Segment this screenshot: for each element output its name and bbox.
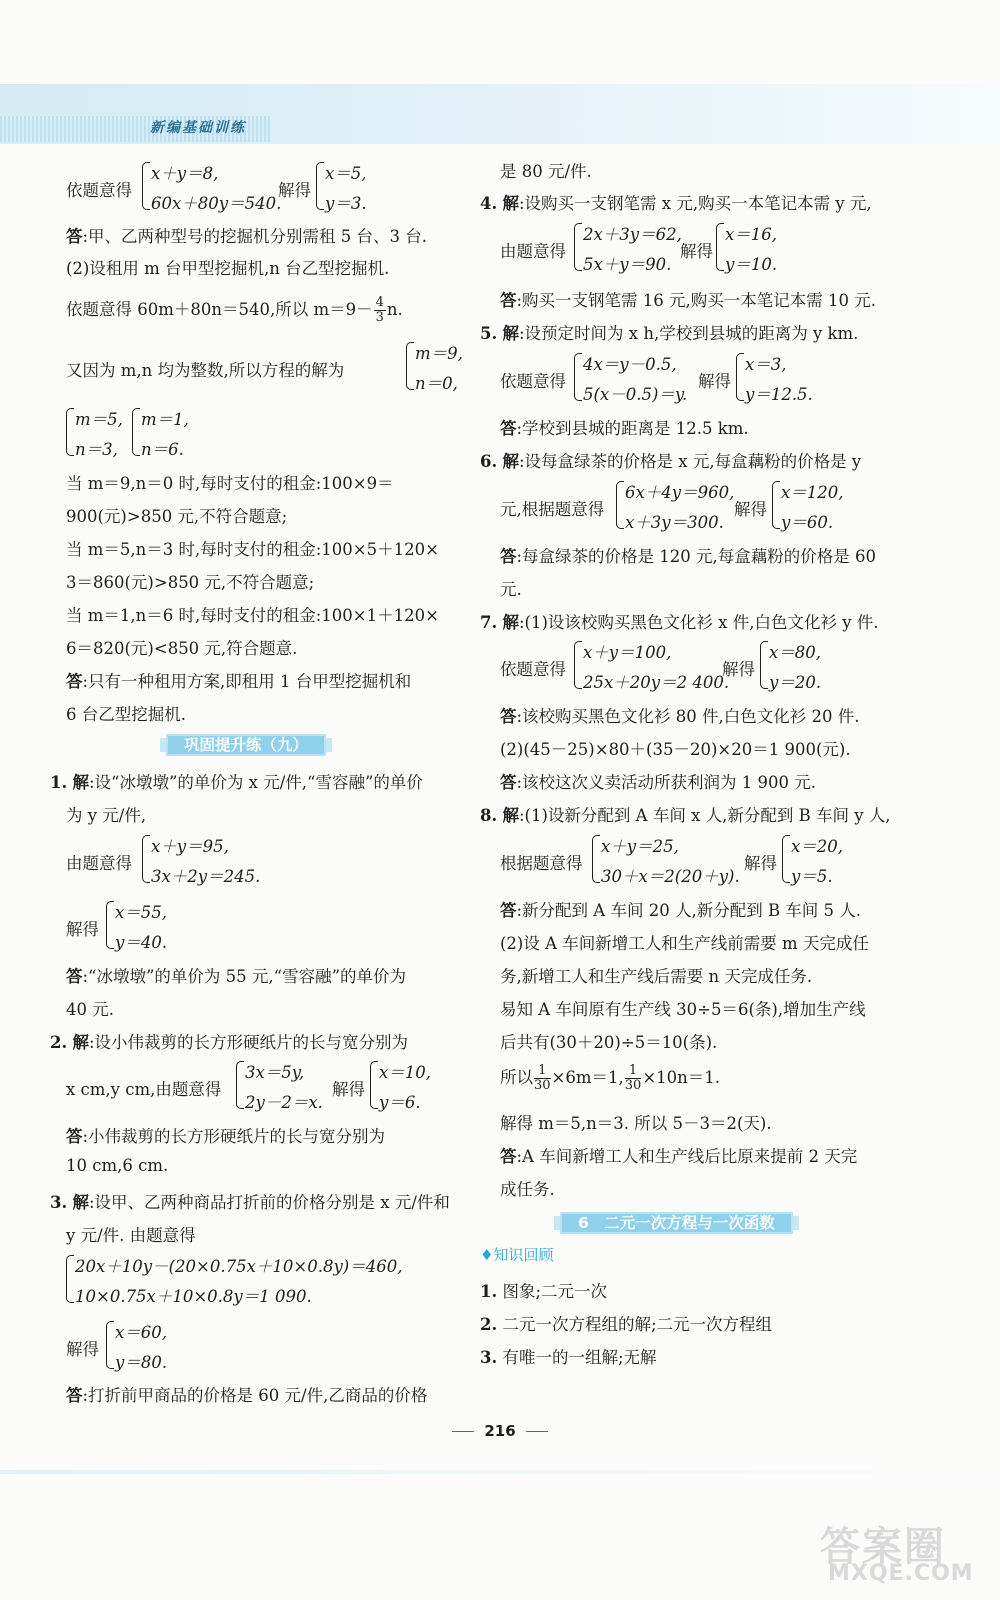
text-line: 依题意得 [66, 181, 132, 200]
text-line: 根据题意得 [500, 854, 583, 873]
answer-line: 答:新分配到 A 车间 20 人,新分配到 B 车间 5 人. [500, 901, 862, 920]
equation: x＝60, [115, 1323, 168, 1342]
text-line: 解得 [66, 920, 99, 939]
brace [616, 481, 624, 529]
text-line: 当 m＝5,n＝3 时,每时支付的租金:100×5＋120× [66, 540, 439, 559]
equation: m＝5, [75, 410, 123, 429]
text-line: 务,新增工人和生产线后需要 n 天完成任务. [500, 967, 813, 986]
answer-line: 答:小伟裁剪的长方形硬纸片的长与宽分别为 [66, 1127, 386, 1146]
watermark [790, 1515, 990, 1590]
question-line: 1. 解:设“冰墩墩”的单价为 x 元/件,“雪容融”的单价 [50, 773, 423, 792]
equation: 60x＋80y＝540. [151, 194, 282, 213]
answer-line: 答:打折前甲商品的价格是 60 元/件,乙商品的价格 [66, 1386, 428, 1405]
brace [406, 342, 414, 390]
text-line: 解得 m＝5,n＝3. 所以 5－3＝2(天). [500, 1114, 772, 1133]
text-line: 解得 [734, 500, 767, 519]
text-line: 40 元. [66, 1000, 114, 1019]
watermark-text: 答案圈 [820, 1524, 946, 1570]
text-line: 元,根据题意得 [500, 500, 605, 519]
text-line: 由题意得 [500, 242, 566, 261]
knowledge-review-heading: ♦知识回顾 [480, 1246, 554, 1264]
list-item: 3. 有唯一的一组解;无解 [480, 1348, 657, 1367]
text-line: 后共有(30＋20)÷5＝10(条). [500, 1033, 718, 1052]
list-item: 2. 二元一次方程组的解;二元一次方程组 [480, 1315, 773, 1334]
equation: 25x＋20y＝2 400. [583, 673, 730, 692]
text-line: 为 y 元/件, [66, 806, 147, 825]
brace [316, 162, 324, 210]
equation: m＝1, [141, 410, 189, 429]
brace [592, 835, 600, 883]
brace [574, 353, 582, 401]
answer-line: 答:每盒绿茶的价格是 120 元,每盒藕粉的价格是 60 [500, 547, 877, 566]
text-line: 易知 A 车间原有生产线 30÷5＝6(条),增加生产线 [500, 1000, 866, 1019]
text-line: 6＝820(元)<850 元,符合题意. [66, 639, 298, 658]
equation: 5x＋y＝90. [583, 255, 672, 274]
equation: 6x＋4y＝960, [625, 483, 735, 502]
equation: y＝10. [725, 255, 778, 274]
brace [736, 353, 744, 401]
text-line: (2)(45－25)×80＋(35－20)×20＝1 900(元). [500, 740, 851, 759]
equation: x＋y＝100, [583, 643, 672, 662]
equation: 10×0.75x＋10×0.8y＝1 090. [75, 1287, 312, 1306]
section-title: 巩固提升练（九） [166, 734, 326, 756]
equation: x＝3, [745, 355, 787, 374]
answer-line: 答:只有一种租用方案,即租用 1 台甲型挖掘机和 [66, 672, 412, 691]
equation: 2x＋3y＝62, [583, 225, 682, 244]
equation: y＝40. [115, 933, 168, 952]
equation: n＝3, [75, 440, 118, 459]
text-line: x cm,y cm,由题意得 [66, 1080, 222, 1099]
brace [760, 641, 768, 689]
page-number: 216 [0, 1422, 1000, 1440]
equation: x＋y＝8, [151, 164, 219, 183]
brace [574, 641, 582, 689]
answer-line: 答:“冰墩墩”的单价为 55 元,“雪容融”的单价为 [66, 967, 407, 986]
text-line: 依题意得 [500, 372, 566, 391]
equation: x＝10, [379, 1063, 432, 1082]
brace [106, 1321, 114, 1369]
brace [142, 162, 150, 210]
text-line: 解得 [698, 372, 731, 391]
brace [66, 408, 74, 456]
equation: x＝20, [791, 837, 844, 856]
answer-line: 答:该校购买黑色文化衫 80 件,白色文化衫 20 件. [500, 707, 860, 726]
question-line: 4. 解:设购买一支钢笔需 x 元,购买一本笔记本需 y 元, [480, 194, 872, 213]
brace [132, 408, 140, 456]
equation: x＝5, [325, 164, 367, 183]
answer-line: 答:A 车间新增工人和生产线后比原来提前 2 天完 [500, 1147, 858, 1166]
text-line: 解得 [722, 660, 755, 679]
equation: y＝3. [325, 194, 367, 213]
equation: 3x＝5y, [245, 1063, 305, 1082]
list-item: 1. 图象;二元一次 [480, 1282, 608, 1301]
text-line: 6 台乙型挖掘机. [66, 705, 186, 724]
question-line: 2. 解:设小伟裁剪的长方形硬纸片的长与宽分别为 [50, 1033, 409, 1052]
text-line: 当 m＝1,n＝6 时,每时支付的租金:100×1＋120× [66, 606, 439, 625]
equation: y＝6. [379, 1093, 421, 1112]
text-line: 由题意得 [66, 854, 132, 873]
brace [106, 901, 114, 949]
text-line: (2)设租用 m 台甲型挖掘机,n 台乙型挖掘机. [66, 259, 390, 278]
equation: 3x＋2y＝245. [151, 867, 261, 886]
equation: n＝0, [415, 374, 458, 393]
brace [782, 835, 790, 883]
question-line: 3. 解:设甲、乙两种商品打折前的价格分别是 x 元/件和 [50, 1193, 450, 1212]
text-line: 成任务. [500, 1180, 555, 1199]
text-line: 3＝860(元)>850 元,不符合题意; [66, 573, 315, 592]
equation: x＝120, [781, 483, 844, 502]
text-line: 解得 [332, 1080, 365, 1099]
equation: 4x＝y－0.5, [583, 355, 677, 374]
header-title: 新编基础训练 [150, 120, 246, 136]
text-line: 元. [500, 580, 522, 599]
equation: m＝9, [415, 344, 463, 363]
brace [716, 223, 724, 271]
equation: 2y－2＝x. [245, 1093, 323, 1112]
brace [236, 1061, 244, 1109]
answer-line: 答:该校这次义卖活动所获利润为 1 900 元. [500, 773, 817, 792]
brace [370, 1061, 378, 1109]
brace [574, 223, 582, 271]
equation: n＝6. [141, 440, 184, 459]
brace [772, 481, 780, 529]
answer-line: 答:甲、乙两种型号的挖掘机分别需租 5 台、3 台. [66, 227, 428, 246]
text-line: 依题意得 [500, 660, 566, 679]
equation: x＝55, [115, 903, 168, 922]
text-line: 是 80 元/件. [500, 162, 592, 181]
section-title: 6 二元一次方程与一次函数 [560, 1212, 793, 1234]
question-line: 8. 解:(1)设新分配到 A 车间 x 人,新分配到 B 车间 y 人, [480, 806, 891, 825]
text-line: (2)设 A 车间新增工人和生产线前需要 m 天完成任 [500, 934, 869, 953]
equation: 5(x－0.5)＝y. [583, 385, 688, 404]
text-line: 所以 $\frac{1}{30}$ ×6m＝1, $\frac{1}{30}$ ×10n＝1. [500, 1063, 721, 1093]
equation: x＋y＝95, [151, 837, 229, 856]
watermark-url: MXQE.COM [828, 1561, 974, 1586]
equation: 30＋x＝2(20＋y). [601, 867, 740, 886]
text-line: y 元/件. 由题意得 [66, 1226, 196, 1245]
equation: y＝12.5. [745, 385, 813, 404]
question-line: 5. 解:设预定时间为 x h,学校到县城的距离为 y km. [480, 324, 859, 343]
question-line: 7. 解:(1)设该校购买黑色文化衫 x 件,白色文化衫 y 件. [480, 613, 879, 632]
text-line: 解得 [278, 181, 311, 200]
text-line: 解得 [680, 242, 713, 261]
equation: y＝60. [781, 513, 834, 532]
equation: x＝16, [725, 225, 778, 244]
equation: x＋3y＝300. [625, 513, 724, 532]
text-line: 解得 [744, 854, 777, 873]
answer-line: 答:购买一支钢笔需 16 元,购买一本笔记本需 10 元. [500, 291, 877, 310]
equation: x＝80, [769, 643, 822, 662]
text-line: 900(元)>850 元,不符合题意; [66, 507, 288, 526]
equation: y＝20. [769, 673, 822, 692]
text-line: 当 m＝9,n＝0 时,每时支付的租金:100×9＝ [66, 474, 394, 493]
question-line: 6. 解:设每盒绿茶的价格是 x 元,每盒藕粉的价格是 y [480, 452, 862, 471]
text-line: 依题意得 60m＋80n＝540,所以 m＝9－ $\frac{4}{3}$ n. [66, 295, 403, 325]
answer-line: 答:学校到县城的距离是 12.5 km. [500, 419, 749, 438]
equation: y＝80. [115, 1353, 168, 1372]
text-line: 解得 [66, 1340, 99, 1359]
text-line: 10 cm,6 cm. [66, 1156, 169, 1175]
equation: 20x＋10y－(20×0.75x＋10×0.8y)＝460, [75, 1257, 403, 1276]
equation: y＝5. [791, 867, 833, 886]
brace [66, 1255, 74, 1303]
text-line: 又因为 m,n 均为整数,所以方程的解为 [66, 361, 345, 380]
footer-band [0, 1470, 1000, 1474]
equation: x＋y＝25, [601, 837, 679, 856]
brace [142, 835, 150, 883]
